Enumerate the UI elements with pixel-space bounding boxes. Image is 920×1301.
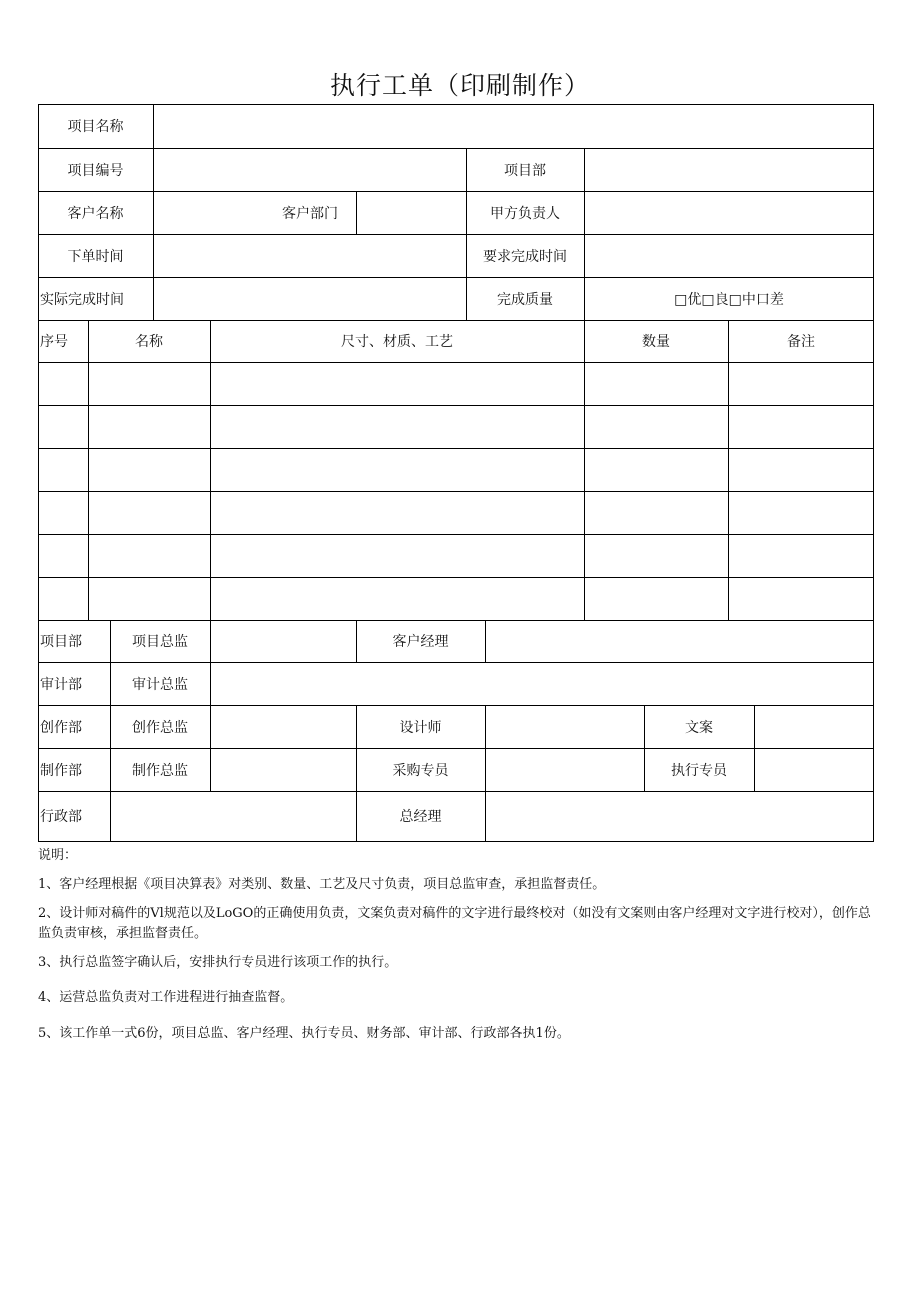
note-item: 3、执行总监签字确认后，安排执行专员进行该项工作的执行。	[38, 955, 398, 970]
table-row[interactable]	[39, 449, 873, 490]
quality-options[interactable]: □优□良□中口差	[674, 291, 784, 308]
col-header-index: 序号	[40, 334, 68, 350]
account-manager-label: 客户经理	[392, 634, 449, 650]
order-time-label: 下单时间	[67, 248, 124, 265]
note-item: 1、客户经理根据《项目决算表》对类别、数量、工艺及尺寸负责，项目总监审查，承担监督责任。	[38, 877, 606, 892]
copywriter-label: 文案	[685, 719, 713, 736]
work-order-form	[38, 104, 874, 842]
project-director-label: 项目总监	[132, 634, 188, 650]
order-time-input[interactable]	[154, 235, 465, 276]
audit-director-sign[interactable]	[211, 663, 872, 704]
account-manager-sign[interactable]	[486, 621, 872, 661]
project-code-input[interactable]	[154, 149, 465, 190]
production-director-label: 制作总监	[132, 762, 188, 779]
project-dept-sign-label: 项目部	[40, 634, 82, 650]
general-manager-sign[interactable]	[486, 792, 872, 840]
executor-label: 执行专员	[671, 762, 727, 779]
actual-time-input[interactable]	[154, 278, 465, 319]
quality-label: 完成质量	[497, 291, 553, 308]
col-header-remark: 备注	[787, 334, 815, 350]
rule	[38, 841, 874, 842]
designer-sign[interactable]	[486, 706, 643, 747]
project-name-label: 项目名称	[67, 119, 124, 135]
production-director-sign[interactable]	[211, 749, 355, 790]
project-dept-label: 项目部	[504, 162, 546, 179]
admin-dept-label: 行政部	[40, 809, 82, 825]
project-dept-input[interactable]	[585, 149, 872, 190]
page-title: 执行工单（印刷制作）	[329, 71, 590, 100]
production-dept-label: 制作部	[40, 762, 82, 779]
audit-director-label: 审计总监	[132, 676, 188, 693]
client-name-label: 客户名称	[67, 205, 124, 222]
admin-dept-sign[interactable]	[111, 792, 355, 840]
purchaser-label: 采购专员	[392, 762, 449, 779]
designer-label: 设计师	[399, 719, 442, 736]
note-item: 5、该工作单一式6份，项目总监、客户经理、执行专员、财务部、审计部、行政部各执1份。	[38, 1026, 570, 1041]
table-row[interactable]	[39, 535, 873, 576]
project-director-sign[interactable]	[211, 621, 355, 661]
table-row[interactable]	[39, 578, 873, 619]
client-name-input[interactable]	[154, 192, 244, 233]
creative-director-sign[interactable]	[211, 706, 355, 747]
creative-director-label: 创作总监	[132, 719, 188, 736]
project-code-label: 项目编号	[67, 162, 124, 179]
col-header-qty: 数量	[642, 334, 670, 350]
project-name-input[interactable]	[154, 105, 872, 147]
col-header-spec: 尺寸、材质、工艺	[341, 334, 453, 350]
client-dept-input[interactable]	[357, 192, 465, 233]
col-header-name: 名称	[135, 334, 163, 350]
copywriter-sign[interactable]	[755, 706, 872, 747]
due-time-label: 要求完成时间	[483, 248, 567, 265]
notes-heading: 说明：	[38, 848, 78, 863]
rule	[873, 104, 874, 842]
client-dept-label: 客户部门	[282, 205, 338, 222]
purchaser-sign[interactable]	[486, 749, 643, 790]
due-time-input[interactable]	[585, 235, 872, 276]
table-row[interactable]	[39, 492, 873, 533]
creative-dept-label: 创作部	[40, 719, 82, 736]
actual-time-label: 实际完成时间	[40, 291, 124, 308]
table-row[interactable]	[39, 363, 873, 404]
client-owner-label: 甲方负责人	[490, 205, 560, 222]
client-owner-input[interactable]	[585, 192, 872, 233]
audit-dept-label: 审计部	[40, 676, 82, 693]
note-item: 4、运营总监负责对工作进程进行抽查监督。	[38, 990, 294, 1005]
executor-sign[interactable]	[755, 749, 872, 790]
table-row[interactable]	[39, 406, 873, 447]
note-item: 2、设计师对稿件的Vl规范以及LoGO的正确使用负责，文案负责对稿件的文字进行最终校对（如没有文案则由客户经理对文字进行校对），创作总监负责审核，承担监督责任。	[38, 906, 871, 941]
general-manager-label: 总经理	[399, 809, 442, 825]
